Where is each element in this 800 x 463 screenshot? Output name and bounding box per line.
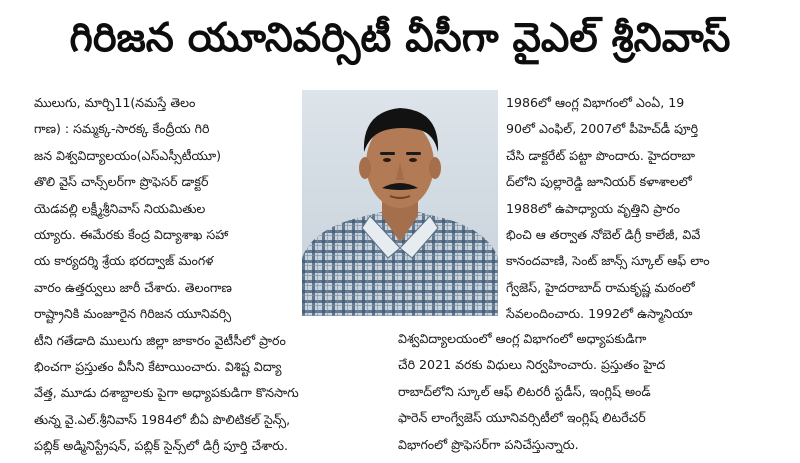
article-line: సేవలందించారు. 1992లో ఉస్మానియా — [506, 306, 693, 322]
article-line: తొలి వైస్ చాన్స్‌లర్‌గా ప్రొఫెసర్ డాక్టర్ — [34, 174, 209, 190]
headline: గిరిజన యూనివర్సిటీ వీసీగా వైఎల్ శ్రీనివాస్ — [69, 15, 731, 61]
article-column-left — [34, 90, 298, 328]
article-column-right-top — [506, 90, 778, 328]
article-line: 90లో ఎంఫిల్, 2007లో పీహెచ్‌డీ పూర్తి — [506, 121, 699, 137]
article-line: చేరి 2021 వరకు విధులు నిర్వహించారు. ప్రస్తుతం హైద — [398, 357, 666, 373]
article-line: జన విశ్వవిద్యాలయం(ఎస్ఎస్సీటీయూ) — [34, 147, 222, 163]
article-line: టీని గతేడాది ములుగు జిల్లా జాకారం వైటీసీలో ప్రారం — [34, 332, 286, 348]
article-line: పబ్లిక్ అడ్మినిస్ట్రేషన్, పబ్లిక్ సైన్స్‌లో డిగ్రీ పూర్తి చేశారు. — [34, 438, 289, 454]
article-line: య కార్యదర్శి శ్రేయ భరద్వాజ్ మంగళ — [34, 253, 214, 269]
article-line: తున్న వై.ఎల్.శ్రీనివాస్ 1984లో బీఏ పొలిటికల్ సైన్స్, — [34, 411, 291, 427]
article-line: భించగా ప్రస్తుతం వీసీని కేటాయించారు. విశిష్ట విద్యా — [34, 358, 282, 374]
article-line: గ్వేజెస్, హైదరాబాద్ రామకృష్ణ మఠంలో — [506, 279, 695, 295]
article-line: య్యారు. ఈమేరకు కేంద్ర విద్యాశాఖ సహా — [34, 226, 229, 242]
article-line: కానందవాణి, సెంట్ జాన్స్ స్కూల్ ఆఫ్ లాం — [506, 253, 710, 269]
article-line: గాణ) : సమ్మక్క-సారక్క కేంద్రీయ గిరి — [34, 121, 210, 137]
portrait-photo — [302, 90, 498, 316]
article-line: యెడవల్లి లక్ష్మీశ్రీనివాస్ నియమితుల — [34, 200, 206, 216]
article-line: వేత్త, మూడు దశాబ్దాలకు పైగా అధ్యాపకుడిగా కొనసాగు — [34, 385, 299, 401]
article-line: ములుగు, మార్చి11(నమస్తే తెలం — [34, 95, 196, 110]
article-line: వారం ఉత్తర్వులు జారీ చేశారు. తెలంగాణ — [34, 279, 232, 295]
article-line: విభాగంలో ప్రొఫెసర్‌గా పనిచేస్తున్నారు. — [398, 436, 579, 452]
portrait-illustration — [302, 90, 498, 316]
article-column-right-bottom — [398, 326, 778, 458]
article-line: ఫారెన్ లాంగ్వేజెస్ యూనివర్సిటీలో ఇంగ్లిష్ లిటరేచర్ — [398, 410, 646, 426]
article-line: చేసి డాక్టరేట్ పట్టా పొందారు. హైదరాబా — [506, 147, 696, 163]
article-line: విశ్వవిద్యాలయంలో ఆంగ్ల విభాగంలో అధ్యాపకుడిగా — [398, 331, 647, 346]
article-line: 1988లో ఉపాధ్యాయ వృత్తిని ప్రారం — [506, 200, 681, 216]
article-line: రాష్ట్రానికి మంజూరైన గిరిజన యూనివర్సి — [34, 306, 232, 322]
article-column-left-wide — [34, 328, 394, 460]
article-line: 1986లో ఆంగ్ల విభాగంలో ఎంఏ, 19 — [506, 95, 685, 110]
article-line: ద్‌లోని పుల్లారెడ్డి జూనియర్ కళాశాలలో — [506, 174, 692, 190]
article-line: భించి ఆ తర్వాత నోబెల్ డిగ్రీ కాలేజీ, వివే — [506, 226, 701, 242]
article-line: రాబాద్‌లోని స్కూల్ ఆఫ్ లిటరరీ స్టడీస్, ఇంగ్లిష్ అండ్ — [398, 383, 651, 399]
